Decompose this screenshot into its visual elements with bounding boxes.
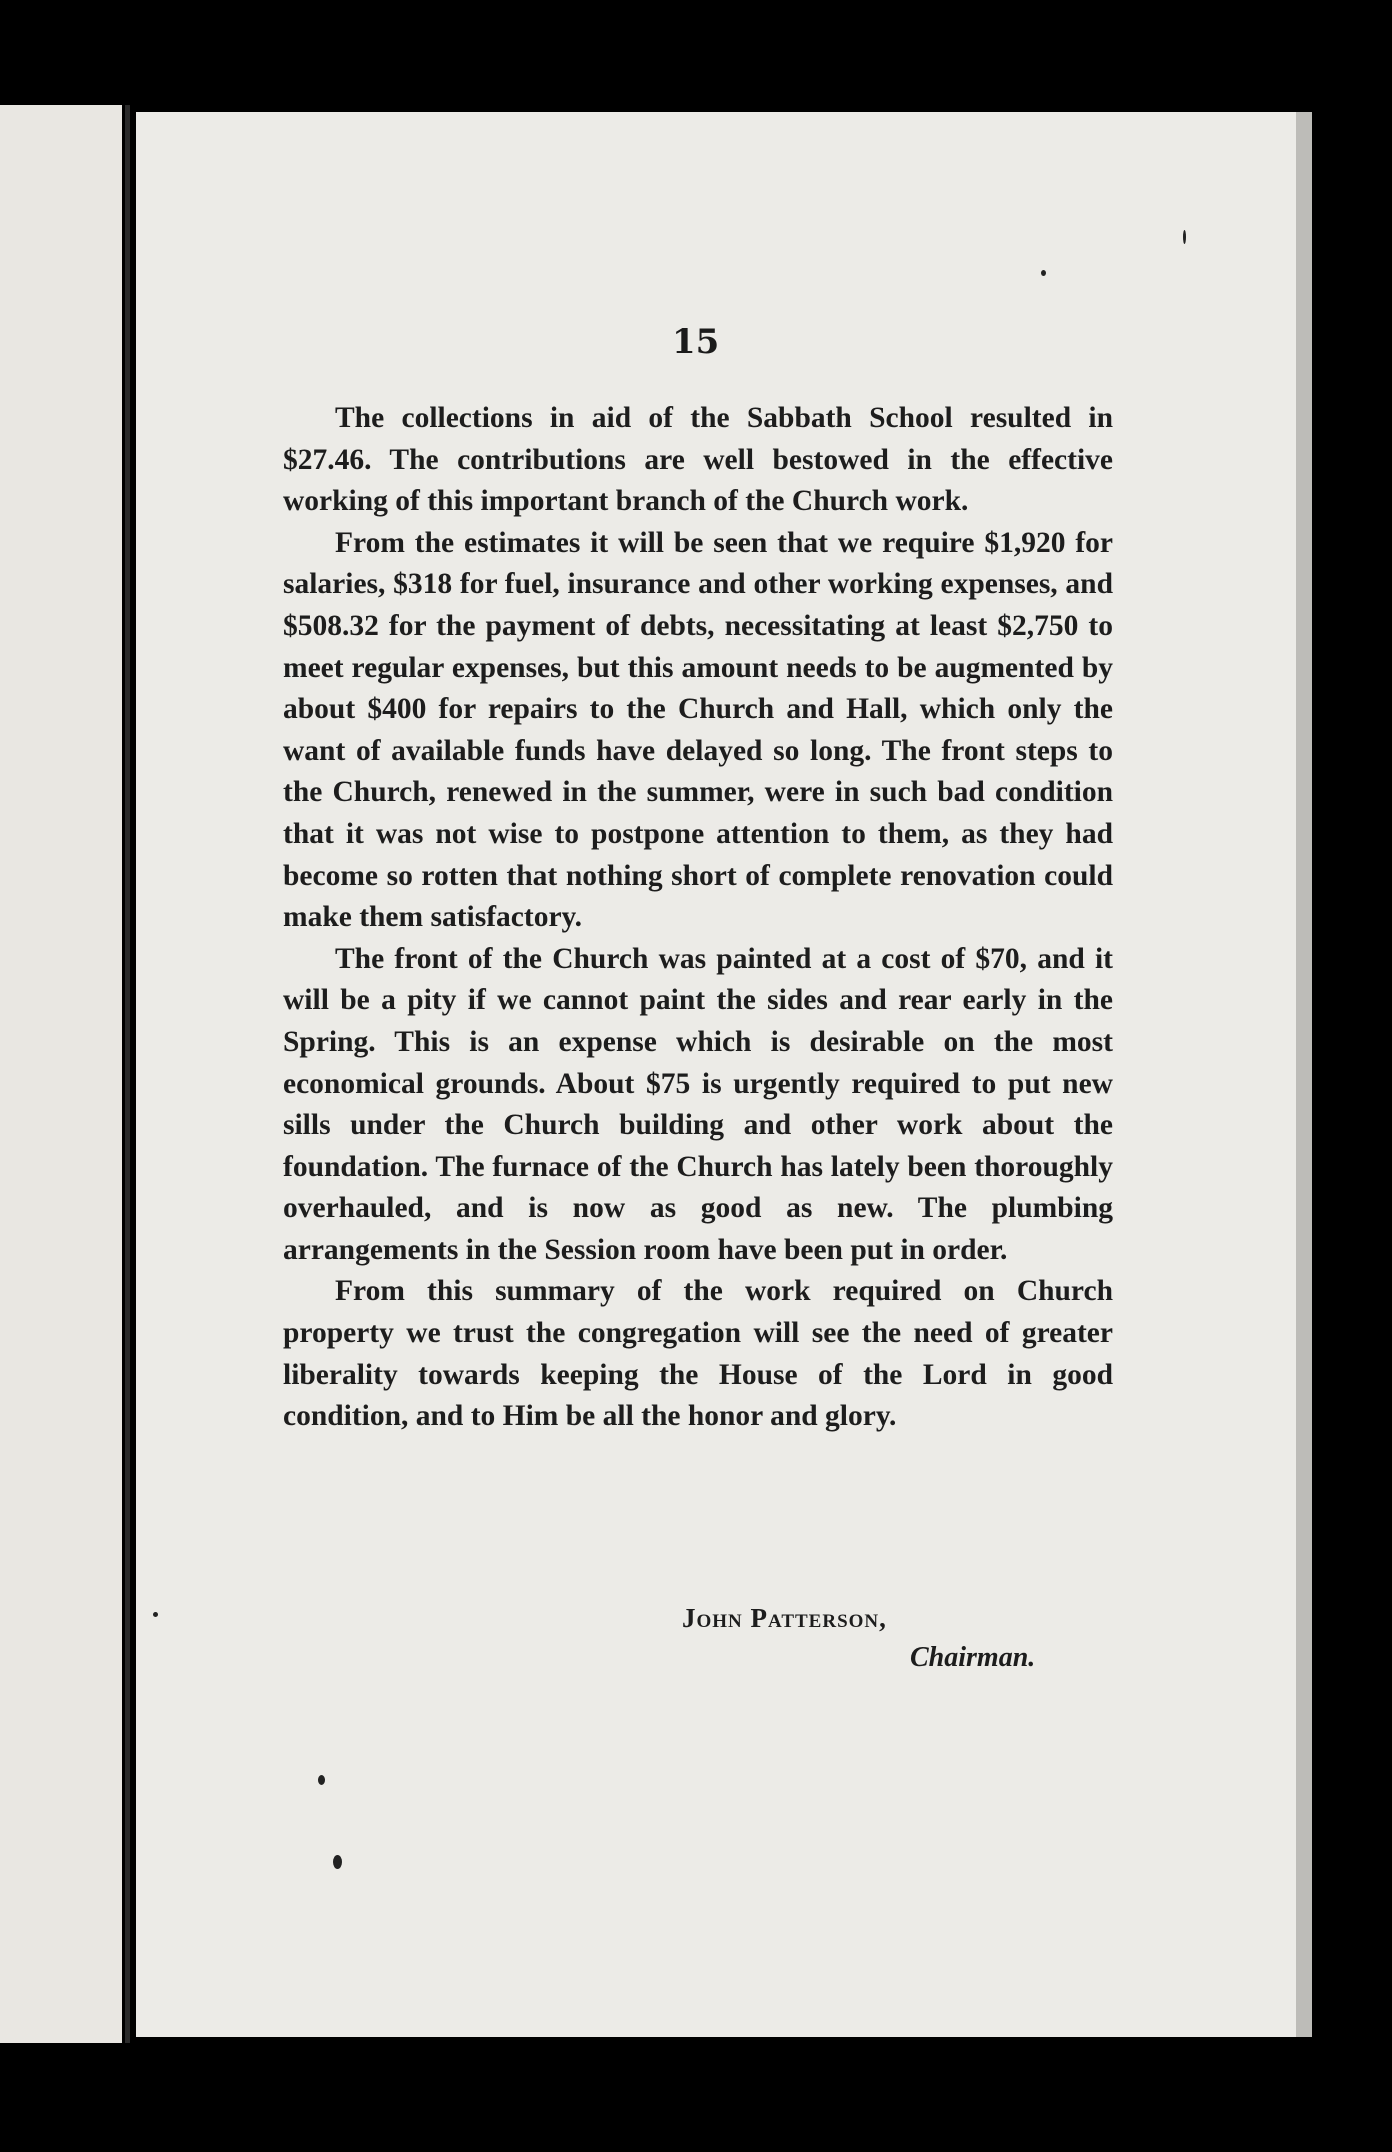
ink-speck <box>1041 270 1046 276</box>
signatory-name: John Patterson, <box>682 1603 887 1633</box>
ink-speck <box>318 1775 325 1785</box>
page-right-edge <box>1296 112 1312 2037</box>
signatory-title: Chairman. <box>910 1642 1036 1673</box>
ink-speck <box>1183 230 1186 244</box>
facing-page-edge <box>0 105 122 2043</box>
paragraph-estimates: From the estimates it will be seen that we require $1,920 for salaries, $318 for fuel, insurance and other working expenses, and $508.32 for the payment of debts, necessitating at least $2,750 to meet regular expenses, but this amount needs to be augmented by about $400 for repairs to the Church and Hall, which only the want of available funds have delayed so long. The front steps to the Church, renewed in the summer, were in such bad condition that it was not wise to postpone attention to them, as they had become so rotten that nothing short of complete renovation could make them satisfactory. <box>283 526 1113 934</box>
paragraph-church-repairs: The front of the Church was painted at a cost of $70, and it will be a pity if we cannot paint the sides and rear early in the Spring. This is an expense which is desirable on the most economical grounds. About $75 is urgently required to put new sills under the Church building and other work about the foundation. The furnace of the Church has lately been thoroughly overhauled, and is now as good as new. The plumbing arrangements in the Session room have been put in order. <box>283 942 1113 1266</box>
signature-block <box>682 1600 1102 1680</box>
binding-line <box>125 105 130 2043</box>
page-number: 15 <box>672 322 720 362</box>
ink-speck <box>153 1612 158 1617</box>
paragraph-sabbath-school: The collections in aid of the Sabbath School resulted in $27.46. The contributions are well bestowed in the effective working of this important branch of the Church work. <box>283 402 1113 518</box>
paragraph-summary: From this summary of the work required on Church property we trust the congregation will see the need of greater liberality towards keeping the House of the Lord in good condition, and to Him be all the honor and glory. <box>283 1275 1113 1433</box>
body-text <box>283 398 1113 1438</box>
ink-speck <box>333 1855 342 1869</box>
